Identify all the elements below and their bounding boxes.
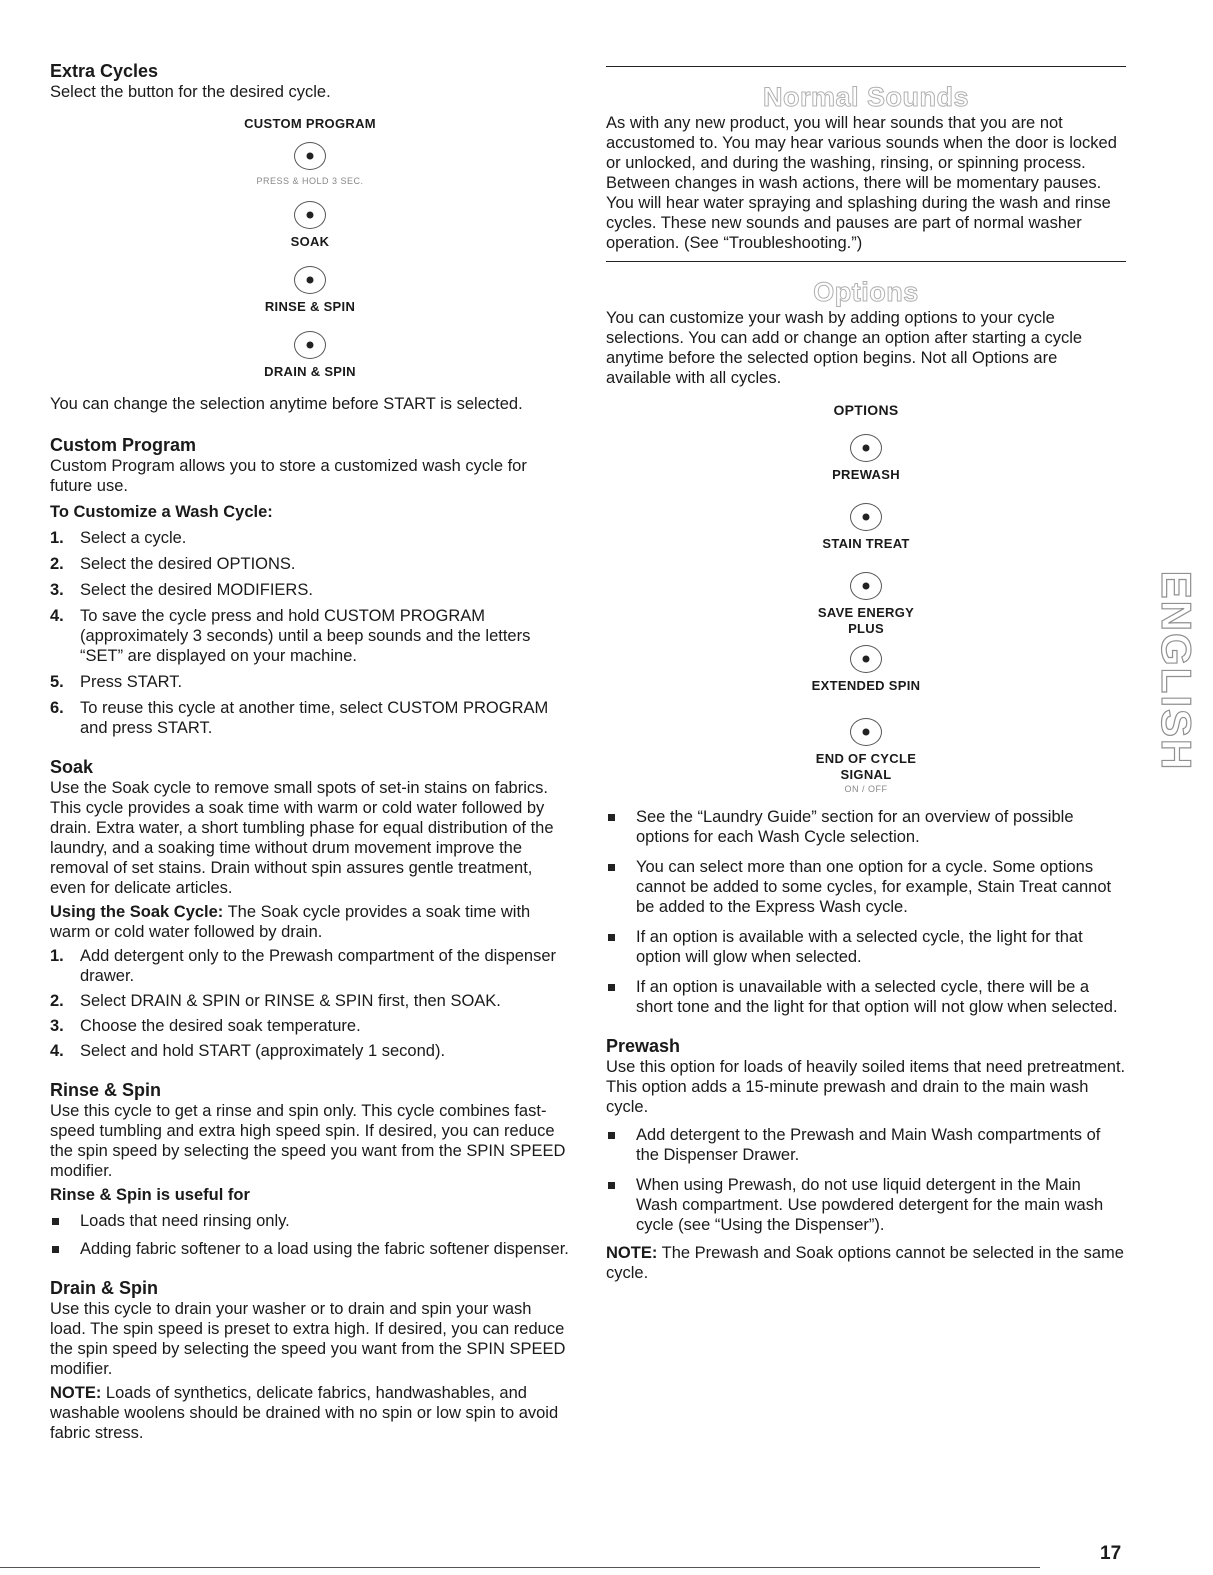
list-item: If an option is available with a selected cycle, the light for that option will glow when selected. — [606, 927, 1126, 967]
list-item: 4. Select and hold START (approximately 1 second). — [50, 1042, 446, 1060]
end-of-cycle-button-icon — [850, 718, 882, 746]
prewash-body: Use this option for loads of heavily soiled items that need pretreatment. This option adds a 15-minute prewash and drain to the main wash cycle. — [606, 1058, 1126, 1116]
options-group-label: OPTIONS — [833, 402, 899, 418]
soak-button-icon — [294, 201, 326, 229]
stain-treat-button-icon — [850, 503, 882, 531]
stain-treat-label: STAIN TREAT — [822, 536, 910, 551]
right-column — [606, 66, 1126, 1283]
end-of-cycle-sublabel: ON / OFF — [844, 784, 888, 794]
drain-spin-heading: Drain & Spin — [50, 1278, 159, 1298]
page-number: 17 — [1100, 1543, 1122, 1564]
soak-using: Using the Soak Cycle: The Soak cycle provides a soak time with warm or cold water followed by drain. — [50, 903, 531, 941]
soak-steps — [50, 946, 570, 1061]
section-rule — [606, 66, 1126, 67]
list-item: Adding fabric softener to a load using the fabric softener dispenser. — [50, 1239, 570, 1259]
drain-spin-button-icon — [294, 331, 326, 359]
list-item: 3. Choose the desired soak temperature. — [50, 1017, 361, 1035]
extra-cycles-after: You can change the selection anytime before START is selected. — [50, 395, 523, 413]
list-item: 4. To save the cycle press and hold CUSTOM PROGRAM (approximately 3 seconds) until a beep sounds and the letters “SET” are displayed on your machine. — [50, 607, 531, 665]
soak-label: SOAK — [290, 234, 330, 249]
save-energy-label: SAVE ENERGY — [817, 605, 915, 620]
list-item: See the “Laundry Guide” section for an overview of possible options for each Wash Cycle selection. — [606, 807, 1126, 847]
extra-cycles-intro: Select the button for the desired cycle. — [50, 83, 331, 101]
rinse-spin-label: RINSE & SPIN — [264, 299, 356, 314]
prewash-heading: Prewash — [606, 1036, 681, 1056]
option-buttons — [606, 402, 1126, 795]
custom-program-button-icon — [294, 142, 326, 170]
end-of-cycle-label-2: SIGNAL — [840, 767, 892, 782]
section-rule — [606, 261, 1126, 262]
custom-program-heading: Custom Program — [50, 435, 197, 455]
prewash-button-icon — [850, 434, 882, 462]
soak-heading: Soak — [50, 757, 94, 777]
options-body: You can customize your wash by adding options to your cycle selections. You can add or change an option after starting a cycle anytime before the selected option begins. Not all Options are available with all cycles. — [606, 309, 1083, 387]
list-item: 5. Press START. — [50, 673, 183, 691]
rinse-spin-heading: Rinse & Spin — [50, 1080, 162, 1100]
rinse-spin-subheading: Rinse & Spin is useful for — [50, 1186, 250, 1204]
customize-steps — [50, 528, 570, 738]
prewash-label: PREWASH — [832, 467, 900, 482]
cycle-buttons — [50, 116, 570, 380]
list-item: 2. Select DRAIN & SPIN or RINSE & SPIN first, then SOAK. — [50, 992, 501, 1010]
custom-program-body: Custom Program allows you to store a customized wash cycle for future use. — [50, 457, 527, 495]
rinse-spin-button-icon — [294, 266, 326, 294]
drain-spin-body: Use this cycle to drain your washer or to drain and spin your wash load. The spin speed is preset to extra high. If desired, you can reduce the spin speed by selecting the speed you want from the SPIN SPEED modifier. — [50, 1300, 566, 1378]
bottom-rule — [0, 1567, 1040, 1568]
list-item: When using Prewash, do not use liquid detergent in the Main Wash compartment. Use powdered detergent for the main wash cycle (see “Using the Dispenser”). — [606, 1175, 1126, 1235]
rinse-spin-body: Use this cycle to get a rinse and spin only. This cycle combines fast-speed tumbling and extra high speed spin. If desired, you can reduce the spin speed by selecting the speed you want from the SPIN SPEED modifier. — [50, 1102, 566, 1180]
prewash-note: NOTE: The Prewash and Soak options cannot be selected in the same cycle. — [606, 1244, 1124, 1282]
customize-subheading: To Customize a Wash Cycle: — [50, 503, 273, 521]
drain-spin-note: NOTE: Loads of synthetics, delicate fabrics, handwashables, and washable woolens should be drained with no spin or low spin to avoid fabric stress. — [50, 1384, 559, 1442]
normal-sounds-body: As with any new product, you will hear sounds that you are not accustomed to. You may hear various sounds when the door is locked or unlocked, and during the washing, rinsing, or spinning process. Between changes in wash actions, there will be momentary pauses. You will hear water spraying and splashing during the wash and rinse cycles. These new sounds and pauses are part of normal washer operation. (See “Troubleshooting.”) — [606, 114, 1117, 252]
list-item: Add detergent to the Prewash and Main Wash compartments of the Dispenser Drawer. — [606, 1125, 1126, 1165]
list-item: 1. Select a cycle. — [50, 529, 187, 547]
soak-body: Use the Soak cycle to remove small spots of set-in stains on fabrics. This cycle provides a soak time with warm or cold water followed by drain. Extra water, a short tumbling phase for equal distribution of the laundry, and a soaking time without drum movement improve the removal of set stains. Drain without spin assures gentle treatment, even for delicate articles. — [50, 779, 554, 897]
options-bullets — [606, 807, 1126, 1017]
save-energy-label-2: PLUS — [848, 621, 884, 636]
list-item: 6. To reuse this cycle at another time, select CUSTOM PROGRAM and press START. — [50, 699, 549, 737]
side-tab-label: ENGLISH — [1153, 570, 1200, 771]
extended-spin-button-icon — [850, 645, 882, 673]
language-side-tab — [1152, 568, 1200, 773]
drain-spin-label: DRAIN & SPIN — [264, 364, 356, 379]
options-title: Options — [813, 277, 919, 307]
left-column — [50, 60, 570, 1443]
custom-program-sublabel: PRESS & HOLD 3 SEC. — [256, 176, 364, 186]
extra-cycles-heading: Extra Cycles — [50, 61, 159, 81]
save-energy-button-icon — [850, 572, 882, 600]
end-of-cycle-label: END OF CYCLE — [815, 751, 917, 766]
list-item: 1. Add detergent only to the Prewash compartment of the dispenser drawer. — [50, 947, 557, 985]
rinse-spin-bullets — [50, 1211, 570, 1259]
list-item: Loads that need rinsing only. — [50, 1211, 570, 1231]
list-item: You can select more than one option for a cycle. Some options cannot be added to some cycles, for example, Stain Treat cannot be added to the Express Wash cycle. — [606, 857, 1126, 917]
normal-sounds-title: Normal Sounds — [762, 82, 970, 112]
prewash-bullets — [606, 1125, 1126, 1235]
list-item: 3. Select the desired MODIFIERS. — [50, 581, 313, 599]
list-item: If an option is unavailable with a selected cycle, there will be a short tone and the light for that option will not glow when selected. — [606, 977, 1126, 1017]
custom-program-label: CUSTOM PROGRAM — [244, 116, 376, 131]
extended-spin-label: EXTENDED SPIN — [811, 678, 921, 693]
list-item: 2. Select the desired OPTIONS. — [50, 555, 296, 573]
